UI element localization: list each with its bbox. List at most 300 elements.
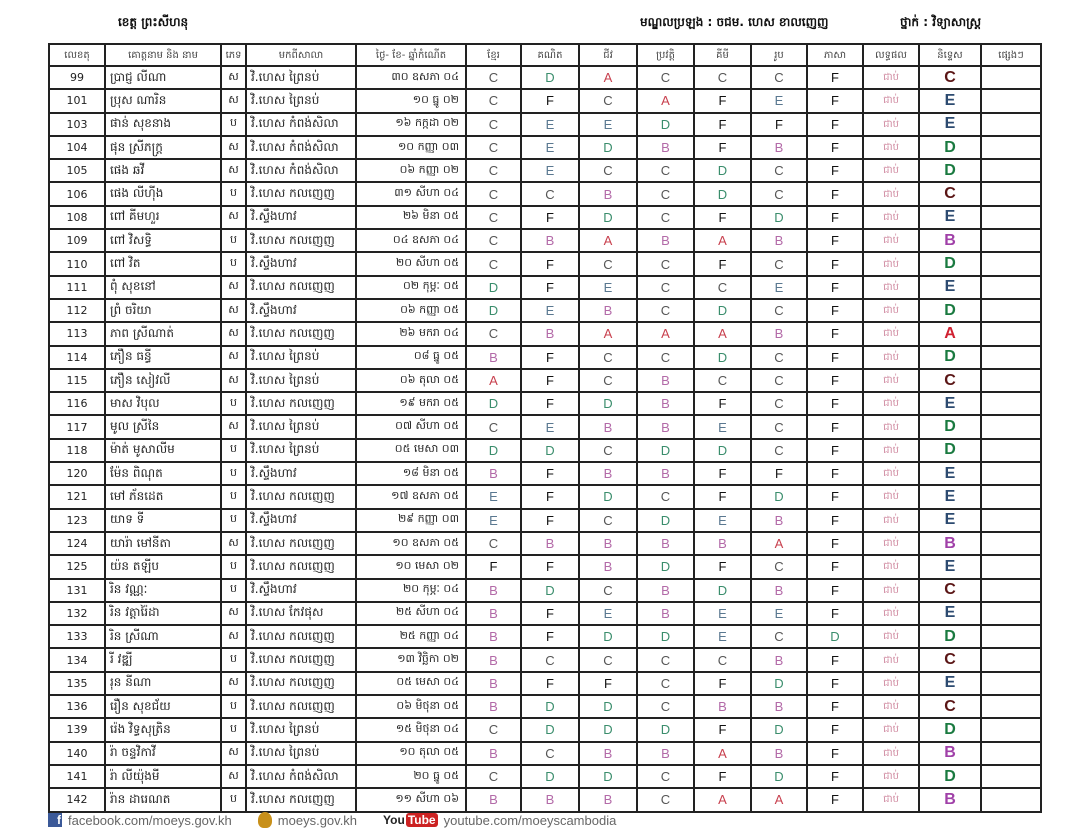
student-name-cell: រិន វណ្ណៈ <box>105 579 221 602</box>
grade-chemistry-cell: F <box>694 252 751 275</box>
grade-physics-cell: B <box>751 322 807 345</box>
desk-number-cell: 115 <box>49 369 105 392</box>
grade-language-cell: F <box>807 718 863 741</box>
grade-physics-cell: C <box>751 415 807 438</box>
grade-biology-cell: B <box>579 742 637 765</box>
grade-chemistry-cell: F <box>694 672 751 695</box>
mention-cell: E <box>919 276 981 299</box>
grade-history-cell: D <box>637 718 694 741</box>
school-cell: វិ.ហេស កលញេញ <box>246 229 356 252</box>
grade-physics-cell: E <box>751 602 807 625</box>
grade-language-cell: F <box>807 555 863 578</box>
remarks-cell <box>981 392 1041 415</box>
grade-physics-cell: B <box>751 136 807 159</box>
youtube-logo-you: You <box>383 813 405 827</box>
grade-khmer-cell: C <box>466 229 521 252</box>
column-header: ជីវ <box>579 44 637 66</box>
grade-biology-cell: C <box>579 509 637 532</box>
table-row <box>49 555 1041 578</box>
mention-cell: E <box>919 485 981 508</box>
grade-khmer-cell: C <box>466 765 521 788</box>
grade-history-cell: C <box>637 66 694 89</box>
student-name-cell: រ៉ា លីយ៉ុងមី <box>105 765 221 788</box>
birth-date-cell: ២០ កុម្ភៈ ០៤ <box>356 579 466 602</box>
table-row <box>49 252 1041 275</box>
desk-number-cell: 132 <box>49 602 105 625</box>
birth-date-cell: ០៨ ធ្នូ ០៥ <box>356 346 466 369</box>
grade-biology-cell: D <box>579 625 637 648</box>
website-link[interactable] <box>258 812 357 828</box>
grade-biology-cell: B <box>579 532 637 555</box>
result-cell: ជាប់ <box>863 159 919 182</box>
grade-khmer-cell: E <box>466 509 521 532</box>
birth-date-cell: ១៧ ឧសភា ០៥ <box>356 485 466 508</box>
sex-cell: ស <box>221 322 246 345</box>
grade-physics-cell: B <box>751 695 807 718</box>
table-row <box>49 182 1041 205</box>
grade-language-cell: F <box>807 89 863 112</box>
mention-cell: B <box>919 788 981 811</box>
student-name-cell: រ៉ាន ដារេណត <box>105 788 221 811</box>
desk-number-cell: 113 <box>49 322 105 345</box>
desk-number-cell: 124 <box>49 532 105 555</box>
grade-khmer-cell: E <box>466 485 521 508</box>
desk-number-cell: 101 <box>49 89 105 112</box>
grade-physics-cell: C <box>751 159 807 182</box>
school-cell: វិ.ហេស កលញេញ <box>246 625 356 648</box>
birth-date-cell: ២០ ធ្នូ ០៥ <box>356 765 466 788</box>
desk-number-cell: 131 <box>49 579 105 602</box>
sex-cell: ប <box>221 788 246 811</box>
grade-physics-cell: B <box>751 229 807 252</box>
grade-language-cell: F <box>807 182 863 205</box>
table-header <box>49 44 1041 66</box>
grade-physics-cell: F <box>751 113 807 136</box>
grade-language-cell: F <box>807 509 863 532</box>
grade-chemistry-cell: F <box>694 765 751 788</box>
grade-physics-cell: D <box>751 765 807 788</box>
grade-language-cell: F <box>807 602 863 625</box>
desk-number-cell: 112 <box>49 299 105 322</box>
table-row <box>49 765 1041 788</box>
school-cell: វិ.ហេស ព្រៃនប់ <box>246 439 356 462</box>
remarks-cell <box>981 206 1041 229</box>
grade-history-cell: C <box>637 695 694 718</box>
sex-cell: ស <box>221 66 246 89</box>
grade-khmer-cell: B <box>466 742 521 765</box>
results-table <box>48 43 1042 813</box>
grade-language-cell: F <box>807 322 863 345</box>
grade-chemistry-cell: D <box>694 579 751 602</box>
school-cell: វិ.ហេស កំពង់សិលា <box>246 113 356 136</box>
remarks-cell <box>981 276 1041 299</box>
grade-biology-cell: B <box>579 182 637 205</box>
desk-number-cell: 99 <box>49 66 105 89</box>
birth-date-cell: ១០ មេសា ០២ <box>356 555 466 578</box>
grade-chemistry-cell: D <box>694 346 751 369</box>
grade-biology-cell: C <box>579 89 637 112</box>
birth-date-cell: ០៦ មិថុនា ០៥ <box>356 695 466 718</box>
result-cell: ជាប់ <box>863 462 919 485</box>
sex-cell: ប <box>221 695 246 718</box>
grade-khmer-cell: B <box>466 602 521 625</box>
desk-number-cell: 141 <box>49 765 105 788</box>
mention-cell: D <box>919 159 981 182</box>
birth-date-cell: ១០ ធ្នូ ០២ <box>356 89 466 112</box>
grade-language-cell: F <box>807 462 863 485</box>
sex-cell: ស <box>221 602 246 625</box>
grade-biology-cell: C <box>579 252 637 275</box>
sex-cell: ស <box>221 299 246 322</box>
desk-number-cell: 114 <box>49 346 105 369</box>
result-cell: ជាប់ <box>863 625 919 648</box>
grade-math-cell: F <box>521 346 579 369</box>
grade-chemistry-cell: C <box>694 648 751 671</box>
grade-khmer-cell: D <box>466 392 521 415</box>
grade-language-cell: F <box>807 299 863 322</box>
student-name-cell: ភាព ស្រីណាត់ <box>105 322 221 345</box>
table-row <box>49 415 1041 438</box>
grade-chemistry-cell: F <box>694 718 751 741</box>
grade-math-cell: F <box>521 485 579 508</box>
mention-cell: D <box>919 346 981 369</box>
birth-date-cell: ២៦ មិនា ០៥ <box>356 206 466 229</box>
student-name-cell: ម៉ាត់ មូសាលីម <box>105 439 221 462</box>
grade-khmer-cell: B <box>466 625 521 648</box>
grade-physics-cell: D <box>751 672 807 695</box>
grade-history-cell: D <box>637 555 694 578</box>
birth-date-cell: ០២ កុម្ភៈ ០៥ <box>356 276 466 299</box>
mention-cell: E <box>919 602 981 625</box>
desk-number-cell: 121 <box>49 485 105 508</box>
table-row <box>49 439 1041 462</box>
grade-history-cell: C <box>637 485 694 508</box>
grade-language-cell: F <box>807 392 863 415</box>
student-name-cell: រ៉ា ចន្ទវិកាវី <box>105 742 221 765</box>
grade-biology-cell: F <box>579 672 637 695</box>
grade-chemistry-cell: F <box>694 206 751 229</box>
column-header: លទ្ធផល <box>863 44 919 66</box>
school-cell: វិ.ស្ទឹងហាវ <box>246 579 356 602</box>
school-cell: វិ.ហេស ព្រៃនប់ <box>246 346 356 369</box>
grade-history-cell: C <box>637 159 694 182</box>
sex-cell: ស <box>221 89 246 112</box>
facebook-icon: f <box>48 813 62 827</box>
grade-history-cell: B <box>637 369 694 392</box>
grade-language-cell: F <box>807 66 863 89</box>
grade-history-cell: C <box>637 765 694 788</box>
table-row <box>49 695 1041 718</box>
grade-history-cell: D <box>637 439 694 462</box>
desk-number-cell: 116 <box>49 392 105 415</box>
mention-cell: E <box>919 206 981 229</box>
desk-number-cell: 105 <box>49 159 105 182</box>
grade-language-cell: F <box>807 579 863 602</box>
student-name-cell: ពៅ វិសទ្ធិ <box>105 229 221 252</box>
table-row <box>49 602 1041 625</box>
desk-number-cell: 134 <box>49 648 105 671</box>
grade-math-cell: F <box>521 509 579 532</box>
grade-math-cell: F <box>521 392 579 415</box>
mention-cell: D <box>919 625 981 648</box>
birth-date-cell: ២៩ កញ្ញា ០៣ <box>356 509 466 532</box>
school-cell: វិ.ហេស កលញេញ <box>246 532 356 555</box>
facebook-url: facebook.com/moeys.gov.kh <box>68 812 232 828</box>
grade-khmer-cell: C <box>466 89 521 112</box>
grade-language-cell: F <box>807 765 863 788</box>
birth-date-cell: ១០ កញ្ញា ០៣ <box>356 136 466 159</box>
grade-chemistry-cell: A <box>694 229 751 252</box>
grade-biology-cell: D <box>579 765 637 788</box>
grade-chemistry-cell: D <box>694 182 751 205</box>
grade-history-cell: A <box>637 89 694 112</box>
result-cell: ជាប់ <box>863 648 919 671</box>
grade-chemistry-cell: F <box>694 113 751 136</box>
facebook-link[interactable] <box>48 813 232 828</box>
birth-date-cell: ១១ សីហា ០៦ <box>356 788 466 811</box>
sex-cell: ប <box>221 252 246 275</box>
grade-language-cell: F <box>807 415 863 438</box>
mention-cell: B <box>919 229 981 252</box>
grade-biology-cell: C <box>579 439 637 462</box>
grade-khmer-cell: B <box>466 462 521 485</box>
table-row <box>49 229 1041 252</box>
sex-cell: ប <box>221 509 246 532</box>
mention-cell: D <box>919 136 981 159</box>
table-row <box>49 648 1041 671</box>
grade-chemistry-cell: D <box>694 439 751 462</box>
grade-biology-cell: C <box>579 579 637 602</box>
grade-biology-cell: E <box>579 113 637 136</box>
school-cell: វិ.ហេស កលញេញ <box>246 485 356 508</box>
grade-khmer-cell: C <box>466 252 521 275</box>
grade-math-cell: D <box>521 439 579 462</box>
birth-date-cell: ៣១ សីហា ០៤ <box>356 182 466 205</box>
table-row <box>49 742 1041 765</box>
footer <box>48 812 616 828</box>
remarks-cell <box>981 718 1041 741</box>
grade-math-cell: D <box>521 765 579 788</box>
column-header: ផ្សេងៗ <box>981 44 1041 66</box>
school-cell: វិ.ហេស កលញេញ <box>246 182 356 205</box>
student-name-cell: រិន វត្តារ៉ៃដា <box>105 602 221 625</box>
grade-language-cell: F <box>807 695 863 718</box>
desk-number-cell: 120 <box>49 462 105 485</box>
birth-date-cell: ០៥ មេសា ០៤ <box>356 672 466 695</box>
student-name-cell: ពុំ សុខនៅ <box>105 276 221 299</box>
birth-date-cell: ១៥ មិថុនា ០៤ <box>356 718 466 741</box>
desk-number-cell: 108 <box>49 206 105 229</box>
grade-physics-cell: B <box>751 509 807 532</box>
grade-chemistry-cell: F <box>694 89 751 112</box>
grade-chemistry-cell: C <box>694 276 751 299</box>
grade-biology-cell: A <box>579 322 637 345</box>
grade-chemistry-cell: D <box>694 299 751 322</box>
student-name-cell: យារ៉ា មៅនីតា <box>105 532 221 555</box>
grade-language-cell: F <box>807 485 863 508</box>
grade-biology-cell: B <box>579 299 637 322</box>
remarks-cell <box>981 322 1041 345</box>
school-cell: វិ.ហេស ព្រៃនប់ <box>246 89 356 112</box>
mention-cell: B <box>919 742 981 765</box>
grade-khmer-cell: B <box>466 695 521 718</box>
student-name-cell: រ៉េង វិទ្ធសុត្រិន <box>105 718 221 741</box>
grade-chemistry-cell: B <box>694 695 751 718</box>
remarks-cell <box>981 462 1041 485</box>
birth-date-cell: ៣០ ឧសភា ០៤ <box>356 66 466 89</box>
result-cell: ជាប់ <box>863 299 919 322</box>
mention-cell: C <box>919 66 981 89</box>
birth-date-cell: ១៦ កក្កដា ០២ <box>356 113 466 136</box>
remarks-cell <box>981 415 1041 438</box>
table-row <box>49 159 1041 182</box>
student-name-cell: មាស វិបុល <box>105 392 221 415</box>
grade-math-cell: F <box>521 89 579 112</box>
grade-history-cell: C <box>637 182 694 205</box>
class-label: ថ្នាក់ : វិទ្យាសាស្ត្រ <box>900 15 982 29</box>
grade-language-cell: F <box>807 439 863 462</box>
result-cell: ជាប់ <box>863 695 919 718</box>
school-cell: វិ.ហេស ព្រៃនប់ <box>246 66 356 89</box>
desk-number-cell: 139 <box>49 718 105 741</box>
school-cell: វិ.ហេស ព្រៃនប់ <box>246 415 356 438</box>
school-cell: វិ.ស្ទឹងហាវ <box>246 462 356 485</box>
result-cell: ជាប់ <box>863 788 919 811</box>
school-cell: វិ.ស្ទឹងហាវ <box>246 509 356 532</box>
sex-cell: ស <box>221 672 246 695</box>
result-cell: ជាប់ <box>863 509 919 532</box>
grade-khmer-cell: B <box>466 346 521 369</box>
grade-language-cell: F <box>807 788 863 811</box>
grade-physics-cell: C <box>751 252 807 275</box>
result-cell: ជាប់ <box>863 346 919 369</box>
grade-khmer-cell: B <box>466 579 521 602</box>
grade-chemistry-cell: C <box>694 369 751 392</box>
student-name-cell: យ៉ន តឡីប <box>105 555 221 578</box>
grade-biology-cell: D <box>579 718 637 741</box>
desk-number-cell: 125 <box>49 555 105 578</box>
mention-cell: D <box>919 718 981 741</box>
grade-physics-cell: D <box>751 485 807 508</box>
grade-biology-cell: D <box>579 136 637 159</box>
grade-physics-cell: C <box>751 625 807 648</box>
birth-date-cell: ០៦ កញ្ញា ០២ <box>356 159 466 182</box>
remarks-cell <box>981 66 1041 89</box>
grade-khmer-cell: D <box>466 439 521 462</box>
sex-cell: ស <box>221 742 246 765</box>
grade-physics-cell: B <box>751 579 807 602</box>
mention-cell: D <box>919 299 981 322</box>
mention-cell: C <box>919 695 981 718</box>
student-name-cell: ភឿន សៀវលី <box>105 369 221 392</box>
grade-biology-cell: C <box>579 159 637 182</box>
grade-physics-cell: C <box>751 182 807 205</box>
column-header: រូប <box>751 44 807 66</box>
birth-date-cell: ២០ សីហា ០៥ <box>356 252 466 275</box>
school-cell: វិ.ហេស កលញេញ <box>246 392 356 415</box>
result-cell: ជាប់ <box>863 718 919 741</box>
remarks-cell <box>981 89 1041 112</box>
grade-language-cell: F <box>807 159 863 182</box>
school-cell: វិ.ស្ទឹងហាវ <box>246 252 356 275</box>
student-name-cell: ផេង លីហ៊ីង <box>105 182 221 205</box>
grade-math-cell: B <box>521 322 579 345</box>
grade-chemistry-cell: F <box>694 136 751 159</box>
grade-chemistry-cell: A <box>694 742 751 765</box>
grade-khmer-cell: B <box>466 788 521 811</box>
school-cell: វិ.ហេស កំពង់សិលា <box>246 765 356 788</box>
grade-math-cell: D <box>521 66 579 89</box>
grade-history-cell: C <box>637 252 694 275</box>
remarks-cell <box>981 765 1041 788</box>
mention-cell: E <box>919 462 981 485</box>
grade-khmer-cell: C <box>466 415 521 438</box>
grade-chemistry-cell: B <box>694 532 751 555</box>
result-cell: ជាប់ <box>863 765 919 788</box>
grade-khmer-cell: B <box>466 648 521 671</box>
school-cell: វិ.ហេស កលញេញ <box>246 695 356 718</box>
birth-date-cell: ០៥ មេសា ០៣ <box>356 439 466 462</box>
school-cell: វិ.ហេស កែវផុស <box>246 602 356 625</box>
grade-physics-cell: C <box>751 392 807 415</box>
grade-khmer-cell: A <box>466 369 521 392</box>
mention-cell: D <box>919 252 981 275</box>
result-cell: ជាប់ <box>863 439 919 462</box>
result-cell: ជាប់ <box>863 136 919 159</box>
school-cell: វិ.ហេស ព្រៃនប់ <box>246 369 356 392</box>
grade-history-cell: C <box>637 788 694 811</box>
grade-history-cell: B <box>637 392 694 415</box>
birth-date-cell: ១៨ មិនា ០៥ <box>356 462 466 485</box>
remarks-cell <box>981 648 1041 671</box>
desk-number-cell: 106 <box>49 182 105 205</box>
grade-chemistry-cell: E <box>694 602 751 625</box>
column-header: គីមី <box>694 44 751 66</box>
youtube-link[interactable] <box>383 813 616 828</box>
grade-biology-cell: D <box>579 392 637 415</box>
result-cell: ជាប់ <box>863 392 919 415</box>
grade-biology-cell: C <box>579 648 637 671</box>
grade-physics-cell: E <box>751 89 807 112</box>
birth-date-cell: ២៥ សីហា ០៤ <box>356 602 466 625</box>
result-cell: ជាប់ <box>863 276 919 299</box>
remarks-cell <box>981 695 1041 718</box>
sex-cell: ប <box>221 579 246 602</box>
grade-biology-cell: B <box>579 462 637 485</box>
birth-date-cell: ១០ តុលា ០៥ <box>356 742 466 765</box>
mention-cell: C <box>919 648 981 671</box>
result-cell: ជាប់ <box>863 579 919 602</box>
grade-language-cell: F <box>807 276 863 299</box>
student-name-cell: ផេង ឆវី <box>105 159 221 182</box>
grade-physics-cell: D <box>751 718 807 741</box>
table-row <box>49 485 1041 508</box>
column-header: ខ្មែរ <box>466 44 521 66</box>
grade-khmer-cell: D <box>466 276 521 299</box>
grade-language-cell: F <box>807 369 863 392</box>
table-row <box>49 66 1041 89</box>
grade-math-cell: F <box>521 276 579 299</box>
sex-cell: ប <box>221 555 246 578</box>
grade-biology-cell: B <box>579 555 637 578</box>
grade-history-cell: C <box>637 672 694 695</box>
desk-number-cell: 109 <box>49 229 105 252</box>
grade-math-cell: E <box>521 159 579 182</box>
grade-physics-cell: C <box>751 346 807 369</box>
sex-cell: ស <box>221 136 246 159</box>
student-name-cell: រឿន សុខជ័យ <box>105 695 221 718</box>
mention-cell: C <box>919 369 981 392</box>
